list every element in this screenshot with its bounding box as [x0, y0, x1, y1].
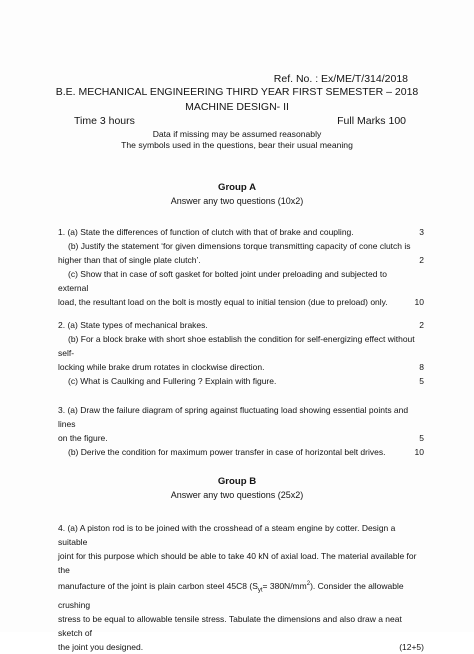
question-3b: (b) Derive the condition for maximum power transfer in case of horizontal belt drives. 10 — [68, 447, 424, 457]
question-2b-line1: (b) For a block brake with short shoe establish the condition for self-energizing effect without self- — [58, 334, 415, 358]
question-4 — [58, 521, 424, 654]
marks-1c: 10 — [414, 297, 424, 307]
question-3a-line1: 3. (a) Draw the failure diagram of spring against fluctuating load showing essential points and lines — [58, 405, 409, 429]
question-4-line3: manufacture of the joint is plain carbon steel 45C8 $(S_{yt}= 380N/mm^2)$. Consider the allowable crushing — [58, 580, 404, 610]
marks-2a: 2 — [419, 320, 424, 330]
note-symbols: The symbols used in the questions, bear their usual meaning — [121, 140, 353, 150]
question-4-line1: 4. (a) A piston rod is to be joined with the crosshead of a steam engine by cotter. Design a suitable — [58, 523, 396, 547]
question-2a: 2. (a) State types of mechanical brakes. 2 — [58, 320, 424, 330]
marks-1b: 2 — [419, 255, 424, 265]
question-1a: 1. (a) State the differences of function of clutch with that of brake and coupling. 3 — [58, 227, 424, 237]
question-2c: (c) What is Caulking and Fullering ? Explain with figure. 5 — [68, 376, 424, 386]
exam-title: B.E. MECHANICAL ENGINEERING THIRD YEAR FIRST SEMESTER – 2018 — [55, 86, 419, 98]
marks-2b: 8 — [419, 362, 424, 372]
question-4-line5: the joint you designed. (12+5) — [58, 641, 424, 652]
question-4-line4: stress to be equal to allowable tensile stress. Tabulate the dimensions and also draw a neat sketch of — [58, 613, 402, 638]
reference-number: Ref. No. : Ex/ME/T/314/2018 — [273, 73, 408, 85]
group-b-instruction: Answer any two questions (25x2) — [170, 490, 304, 500]
question-3 — [58, 403, 424, 459]
group-a-heading: Group A — [217, 182, 256, 193]
marks-2c: 5 — [419, 376, 424, 386]
marks-3a: 5 — [419, 433, 424, 443]
question-3a-line2: on the figure. 5 — [58, 433, 424, 443]
question-1c-line1: (c) Show that in case of soft gasket for bolted joint under preloading and subjected to external — [58, 269, 387, 293]
question-1b-line2: higher than that of single plate clutch’. 2 — [58, 255, 424, 265]
marks-4: (12+5) — [399, 641, 424, 652]
question-2b-line2: locking while brake drum rotates in clockwise direction. 8 — [58, 362, 424, 372]
question-1b-line1: (b) Justify the statement ‘for given dimensions torque transmitting capacity of cone clutch is — [68, 241, 411, 251]
group-b-heading: Group B — [217, 476, 257, 487]
full-marks: Full Marks 100 — [337, 115, 406, 127]
marks-3b: 10 — [414, 447, 424, 457]
question-1 — [58, 225, 424, 309]
subject-title: MACHINE DESIGN- II — [185, 101, 289, 113]
question-4-line2: joint for this purpose which should be able to take 40 kN of axial load. The material available for the — [58, 551, 417, 575]
group-a-instruction: Answer any two questions (10x2) — [170, 196, 304, 206]
time-allowed: Time 3 hours — [74, 115, 135, 127]
note-missing-data: Data if missing may be assumed reasonably — [152, 129, 322, 139]
question-1c-line2: load, the resultant load on the bolt is mostly equal to initial tension (due to preload) only. 10 — [58, 297, 424, 307]
question-2 — [58, 318, 424, 388]
marks-1a: 3 — [419, 227, 424, 237]
